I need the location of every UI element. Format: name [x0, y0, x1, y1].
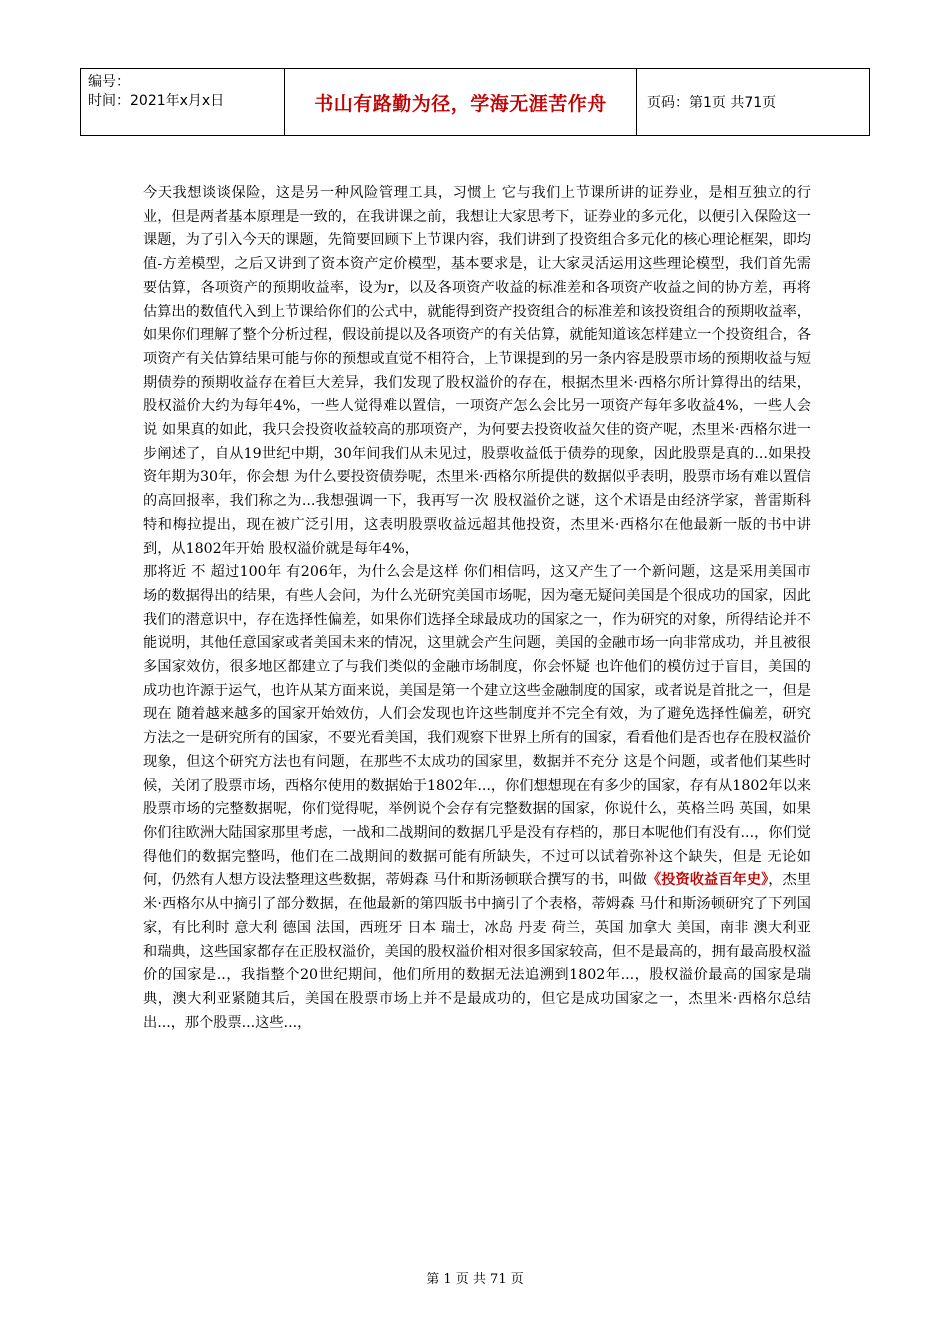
paragraph-2 — [143, 561, 811, 1035]
header-motto: 书山有路勤为径，学海无涯苦作舟 — [285, 69, 637, 135]
book-title: 《投资收益百年史》 — [646, 872, 769, 889]
document-number-label: 编号： — [88, 74, 130, 90]
paragraph-2-text-after: ，杰里米·西格尔从中摘引了部分数据，在他最新的第四版书中摘引了个表格，蒂姆森 马什和斯汤顿研究了下列国家，有比利时 意大利 德国 法国，西班牙 日本 瑞士，冰岛 丹麦 荷兰，英国 加拿大 美国，南非 澳大利亚和瑞典，这些国家都存在正股权溢价，美国的股权溢价相对很多国家较高，但不是最高的，拥有最高股权溢价的国家是..，我指整个20世纪期间，他们所用的数据无法追溯到1802年...，股权溢价最高的国家是瑞典，澳大利亚紧随其后，美国在股票市场上并不是最成功的，但它是成功国家之一，杰里米·西格尔总结出...，那个股票...这些...， — [143, 872, 811, 1031]
page-footer: 第 1 页 共 71 页 — [426, 1272, 524, 1287]
document-date: 时间：2021年x月x日 — [88, 93, 225, 109]
page-header — [80, 68, 870, 136]
header-meta — [81, 69, 285, 135]
header-page-info: 页码：第1页 共71页 — [647, 95, 777, 111]
document-body — [143, 182, 811, 1035]
paragraph-2-text-before: 那将近 不 超过100年 有206年，为什么会是这样 你们相信吗，这又产生了一个新问题，这是采用美国市场的数据得出的结果，有些人会问，为什么光研究美国市场呢，因为毫无疑问美国是个很成功的国家，因此我们的潜意识中，存在选择性偏差，如果你们选择全球最成功的国家之一，作为研究的对象，所得结论并不能说明，其他任意国家或者美国未来的情况，这里就会产生问题，美国的金融市场一向非常成功，并且被很多国家效仿，很多地区都建立了与我们类似的金融市场制度，你会怀疑 也许他们的模仿过于盲目，美国的成功也许源于运气，也许从某方面来说，美国是第一个建立这些金融制度的国家，或者说是首批之一，但是现在 随着越来越多的国家开始效仿，人们会发现也许这些制度并不完全有效，为了避免选择性偏差，研究方法之一是研究所有的国家，不要光看美国，我们观察下世界上所有的国家，看看他们是否也存在股权溢价现象，但这个研究方法也有问题，在那些不太成功的国家里，数据并不充分 这是个问题，或者他们某些时候，关闭了股票市场，西格尔使用的数据始于1802年...，你们想想现在有多少的国家，存有从1802年以来 股票市场的完整数据呢，你们觉得呢，举例说个会存有完整数据的国家，你说什么，英格兰吗 英国，如果你们往欧洲大陆国家那里考虑，一战和二战期间的数据几乎是没有存档的，那日本呢他们有没有...，你们觉得他们的数据完整吗，他们在二战期间的数据可能有所缺失，不过可以试着弥补这个缺失，但是 无论如何，仍然有人想方设法整理这些数据，蒂姆森 马什和斯汤顿联合撰写的书，叫做 — [143, 564, 811, 889]
paragraph-1: 今天我想谈谈保险，这是另一种风险管理工具，习惯上 它与我们上节课所讲的证券业，是相互独立的行业，但是两者基本原理是一致的，在我讲课之前，我想让大家思考下，证券业的多元化，以便引入保险这一课题，为了引入今天的课题，先简要回顾下上节课内容，我们讲到了投资组合多元化的核心理论框架，即均值-方差模型，之后又讲到了资本资产定价模型，基本要求是，让大家灵活运用这些理论模型，我们首先需要估算，各项资产的预期收益率，设为r，以及各项资产收益的标准差和各项资产收益之间的协方差，再将估算出的数值代入到上节课给你们的公式中，就能得到资产投资组合的标准差和该投资组合的预期收益率，如果你们理解了整个分析过程，假设前提以及各项资产的有关估算，就能知道该怎样建立一个投资组合，各项资产有关估算结果可能与你的预想或直觉不相符合，上节课提到的另一条内容是股票市场的预期收益与短期债券的预期收益存在着巨大差异，我们发现了股权溢价的存在，根据杰里米·西格尔所计算得出的结果，股权溢价大约为每年4%，一些人觉得难以置信，一项资产怎么会比另一项资产每年多收益4%，一些人会说 如果真的如此，我只会投资收益较高的那项资产，为何要去投资收益欠佳的资产呢，杰里米·西格尔进一步阐述了，自从19世纪中期，30年间我们从未见过，股票收益低于债券的现象，因此股票是真的...如果投资年期为30年，你会想 为什么要投资债券呢，杰里米·西格尔所提供的数据似乎表明，股票市场有难以置信的高回报率，我们称之为...我想强调一下，我再写一次 股权溢价之谜，这个术语是由经济学家，普雷斯科特和梅拉提出，现在被广泛引用，这表明股票收益远超其他投资，杰里米·西格尔在他最新一版的书中讲到，从1802年开始 股权溢价就是每年4%， — [143, 185, 811, 557]
